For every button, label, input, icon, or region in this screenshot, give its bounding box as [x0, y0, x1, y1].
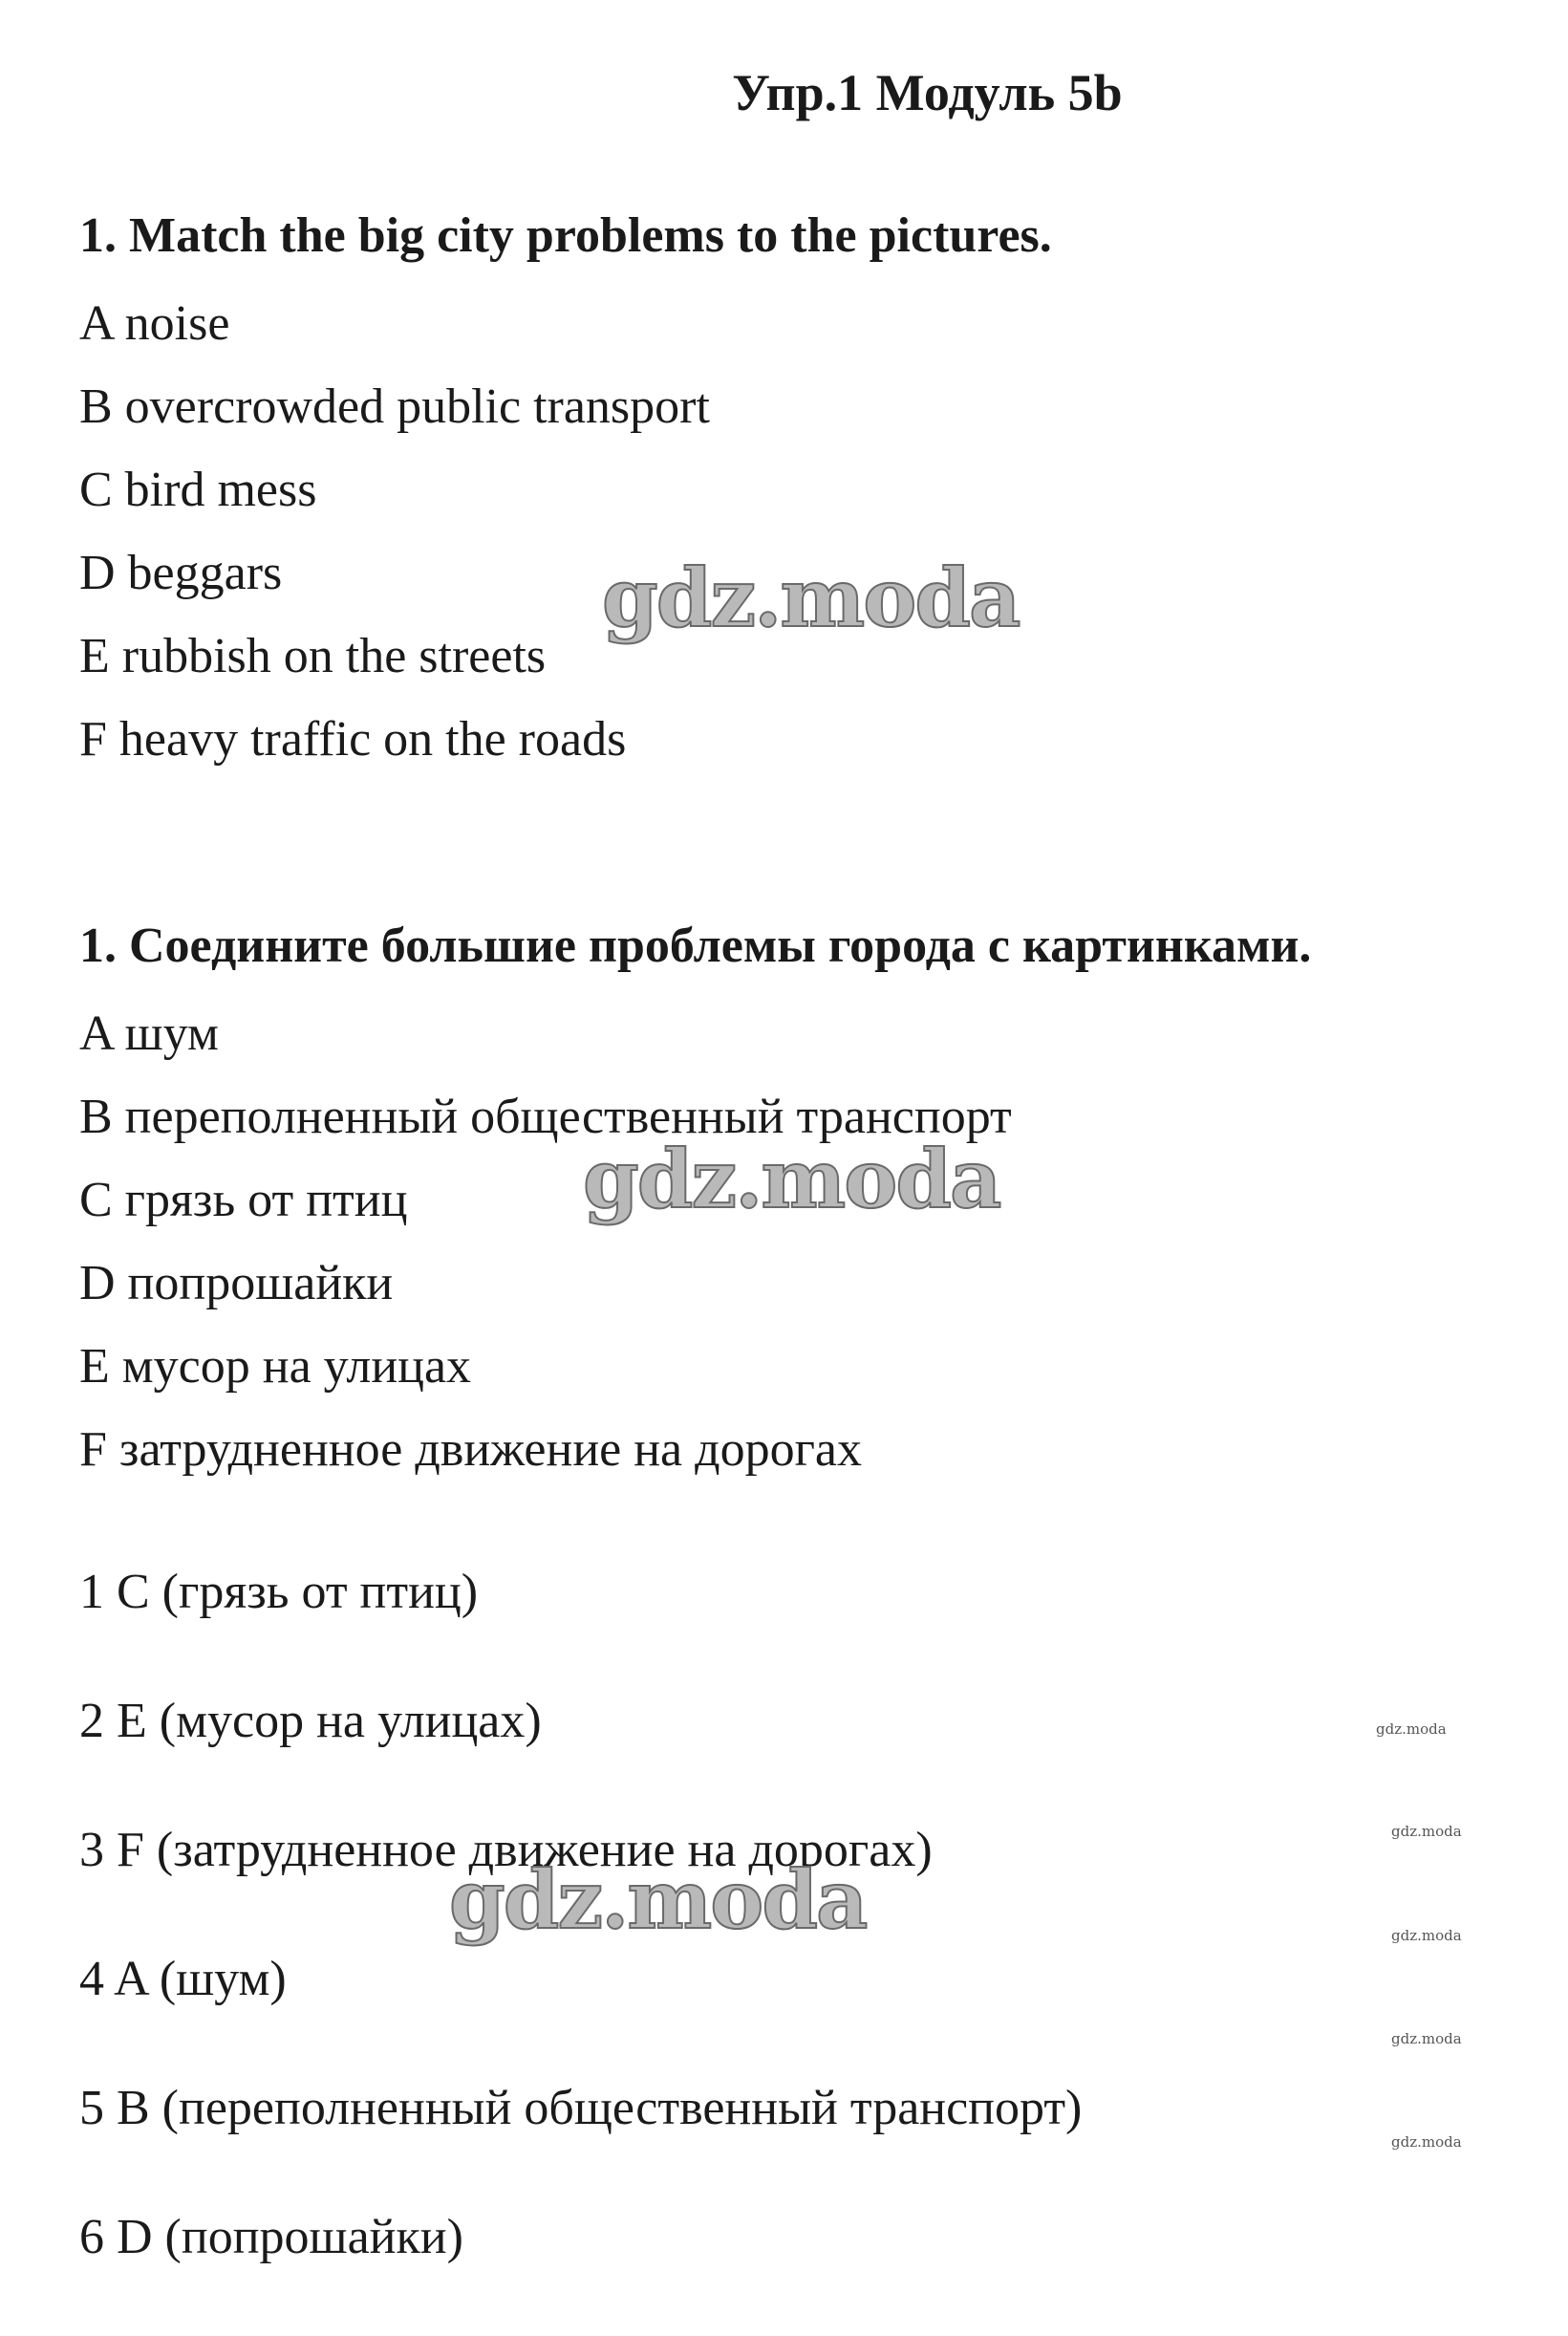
answer-6: 6 D (попрошайки) [79, 2210, 463, 2264]
watermark-large: gdz.moda [602, 551, 1020, 645]
english-options-list [79, 282, 1513, 781]
russian-options-list [79, 992, 1513, 1491]
english-option-c: C bird mess [79, 463, 317, 517]
watermark-large: gdz.moda [583, 1132, 1000, 1226]
watermark-small: gdz.moda [1376, 1720, 1447, 1738]
russian-option-a: A шум [79, 1006, 219, 1061]
watermark-large: gdz.moda [449, 1852, 867, 1947]
russian-option-e: E мусор на улицах [79, 1339, 472, 1394]
english-option-a: A noise [79, 296, 230, 351]
watermark-small: gdz.moda [1391, 2030, 1462, 2047]
answer-2: 2 E (мусор на улицах) [79, 1694, 542, 1748]
english-option-e: E rubbish on the streets [79, 629, 547, 683]
russian-task-heading: 1. Соедините большие проблемы города с картинками. [79, 919, 1312, 973]
answer-3: 3 F (затрудненное движение на дорогах) [79, 1823, 933, 1877]
english-task-section [79, 198, 1513, 781]
watermark-small: gdz.moda [1391, 1927, 1462, 1944]
answer-1: 1 C (грязь от птиц) [79, 1565, 479, 1619]
answer-4: 4 A (шум) [79, 1952, 287, 2006]
page-title: Упр.1 Модуль 5b [732, 64, 1123, 121]
answer-5: 5 B (переполненный общественный транспорт) [79, 2081, 1083, 2135]
russian-option-f: F затрудненное движение на дорогах [79, 1422, 862, 1477]
english-option-d: D beggars [79, 546, 283, 600]
watermark-small: gdz.moda [1391, 1823, 1462, 1840]
english-task-heading: 1. Match the big city problems to the pictures. [79, 208, 1052, 263]
russian-option-d: D попрошайки [79, 1256, 394, 1310]
watermark-small: gdz.moda [1391, 2133, 1462, 2151]
russian-option-c: C грязь от птиц [79, 1173, 408, 1227]
russian-option-b: B переполненный общественный транспорт [79, 1090, 1012, 1144]
english-option-b: B overcrowded public transport [79, 379, 710, 434]
english-option-f: F heavy traffic on the roads [79, 712, 627, 767]
